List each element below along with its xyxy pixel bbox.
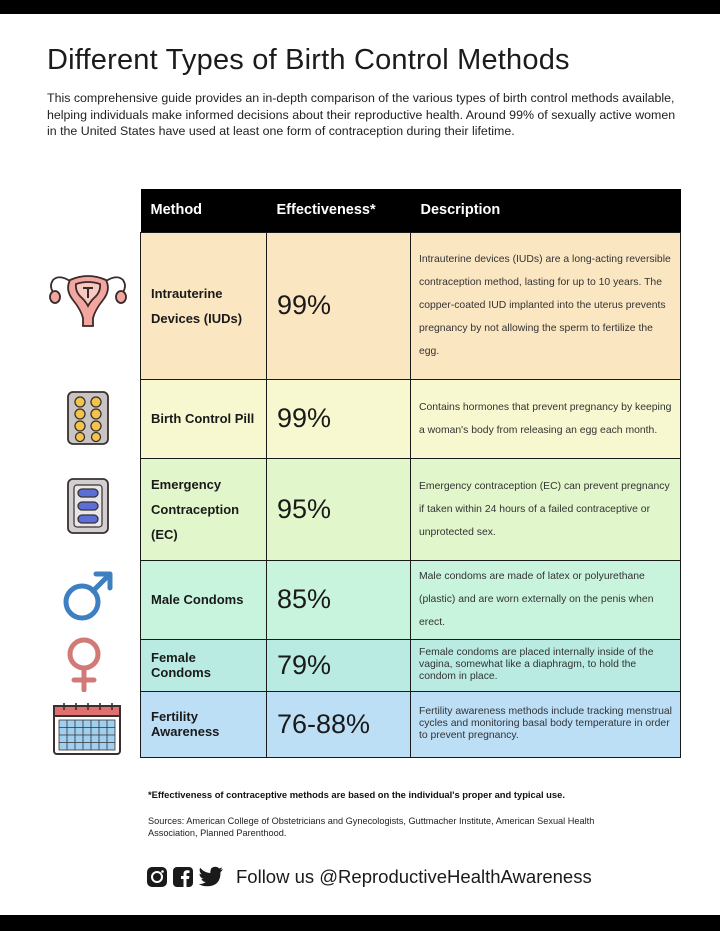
method-cell: Fertility Awareness (141, 691, 267, 757)
male-symbol-icon (60, 568, 116, 624)
facebook-icon[interactable] (172, 866, 194, 888)
effectiveness-cell: 85% (267, 560, 411, 639)
description-cell: Male condoms are made of latex or polyurethane (plastic) and are worn externally on the penis when erect. (411, 560, 681, 639)
description-cell: Contains hormones that prevent pregnancy by keeping a woman's body from releasing an egg each month. (411, 379, 681, 458)
pill-pack-icon (66, 390, 110, 446)
uterus-icon (45, 268, 131, 330)
effectiveness-cell: 99% (267, 379, 411, 458)
table-row (141, 379, 681, 458)
header-effectiveness: Effectiveness* (267, 189, 411, 232)
table-row (141, 458, 681, 560)
social-icons (146, 866, 224, 888)
follow-bar (146, 866, 592, 888)
effectiveness-cell: 95% (267, 458, 411, 560)
table-row (141, 232, 681, 379)
table-row (141, 560, 681, 639)
table-header-row (141, 189, 681, 232)
effectiveness-cell: 99% (267, 232, 411, 379)
twitter-icon[interactable] (198, 866, 224, 888)
method-cell: Intrauterine Devices (IUDs) (141, 232, 267, 379)
description-cell: Fertility awareness methods include tracking menstrual cycles and monitoring basal body temperature in order to prevent pregnancy. (411, 691, 681, 757)
instagram-icon[interactable] (146, 866, 168, 888)
header-method: Method (141, 189, 267, 232)
capsule-pack-icon (66, 477, 110, 535)
methods-table (140, 189, 681, 758)
method-cell: Birth Control Pill (141, 379, 267, 458)
description-cell: Intrauterine devices (IUDs) are a long-acting reversible contraception method, lasting for up to 10 years. The copper-coated IUD implanted into the uterus prevents pregnancy by not allowing the sperm to fertilize the egg. (411, 232, 681, 379)
table-row (141, 691, 681, 757)
description-cell: Female condoms are placed internally inside of the vagina, somewhat like a diaphragm, to hold the condom in place. (411, 639, 681, 691)
header-description: Description (411, 189, 681, 232)
description-cell: Emergency contraception (EC) can prevent pregnancy if taken within 24 hours of a failed contraceptive or unprotected sex. (411, 458, 681, 560)
calendar-icon (52, 702, 122, 756)
table-row (141, 639, 681, 691)
effectiveness-footnote: *Effectiveness of contraceptive methods are based on the individual's proper and typical use. (148, 789, 565, 800)
page-title: Different Types of Birth Control Methods (47, 44, 570, 76)
effectiveness-cell: 79% (267, 639, 411, 691)
top-border (0, 0, 720, 14)
method-cell: Female Condoms (141, 639, 267, 691)
method-cell: Male Condoms (141, 560, 267, 639)
sources-text: Sources: American College of Obstetricians and Gynecologists, Guttmacher Institute, American Sexual Health Association, Planned Parenthood. (148, 816, 595, 838)
follow-us-text[interactable]: Follow us @ReproductiveHealthAwareness (236, 866, 592, 887)
effectiveness-cell: 76-88% (267, 691, 411, 757)
intro-paragraph: This comprehensive guide provides an in-depth comparison of the various types of birth control methods available, helping individuals make informed decisions about their reproductive health. Around 99% of sexually active women in the United States have used at least one form of contraception during their lifetime. (47, 91, 676, 138)
method-cell: Emergency Contraception (EC) (141, 458, 267, 560)
bottom-border (0, 915, 720, 931)
female-symbol-icon (62, 636, 106, 692)
